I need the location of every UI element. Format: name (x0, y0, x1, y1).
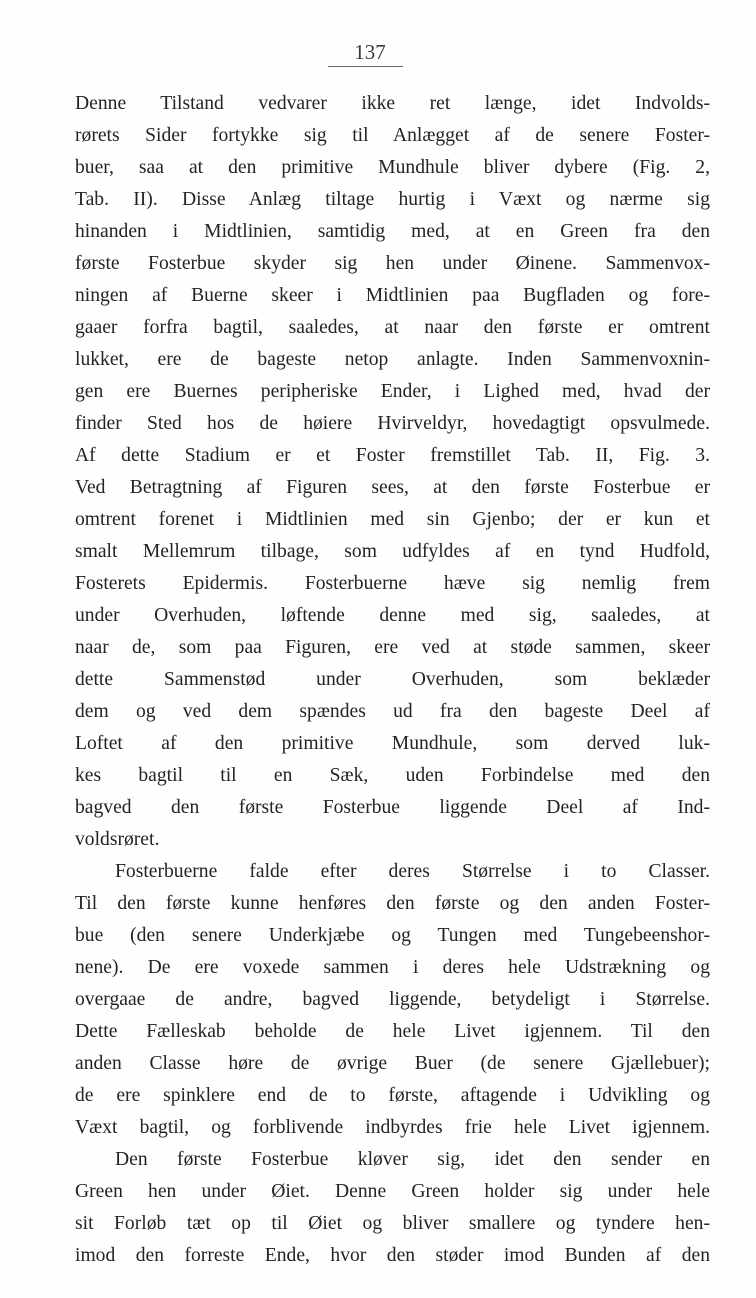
text-line: imod den forreste Ende, hvor den støder imod Bunden af den (75, 1245, 710, 1266)
text-line: anden Classe høre de øvrige Buer (de senere Gjællebuer); (75, 1053, 710, 1074)
text-line: kes bagtil til en Sæk, uden Forbindelse med den (75, 765, 710, 786)
text-line: rørets Sider fortykke sig til Anlægget af de senere Foster- (75, 125, 710, 146)
text-line: Til den første kunne henføres den første og den anden Foster- (75, 893, 710, 914)
text-line: omtrent forenet i Midtlinien med sin Gjenbo; der er kun et (75, 509, 710, 530)
text-line: smalt Mellemrum tilbage, som udfyldes af en tynd Hudfold, (75, 541, 710, 562)
page-number-underline (328, 66, 403, 67)
page-number: 137 (354, 40, 386, 64)
text-line: Tab. II). Disse Anlæg tiltage hurtig i Væxt og nærme sig (75, 189, 710, 210)
text-line: dette Sammenstød under Overhuden, som beklæder (75, 669, 710, 690)
text-line: Green hen under Øiet. Denne Green holder sig under hele (75, 1181, 710, 1202)
text-line: gen ere Buernes peripheriske Ender, i Lighed med, hvad der (75, 381, 710, 402)
text-line: nene). De ere voxede sammen i deres hele Udstrækning og (75, 957, 710, 978)
text-line: buer, saa at den primitive Mundhule bliver dybere (Fig. 2, (75, 157, 710, 178)
text-line: finder Sted hos de høiere Hvirveldyr, hovedagtigt opsvulmede. (75, 413, 710, 434)
text-line: Dette Fælleskab beholde de hele Livet igjennem. Til den (75, 1021, 710, 1042)
text-line: naar de, som paa Figuren, ere ved at støde sammen, skeer (75, 637, 710, 658)
text-line: de ere spinklere end de to første, aftagende i Udvikling og (75, 1085, 710, 1106)
text-line: første Fosterbue skyder sig hen under Øinene. Sammenvox- (75, 253, 710, 274)
text-line: lukket, ere de bageste netop anlagte. Inden Sammenvoxnin- (75, 349, 710, 370)
text-line: dem og ved dem spændes ud fra den bageste Deel af (75, 701, 710, 722)
text-line: ningen af Buerne skeer i Midtlinien paa Bugfladen og fore- (75, 285, 710, 306)
text-line: Fosterets Epidermis. Fosterbuerne hæve sig nemlig frem (75, 573, 710, 594)
text-line: Ved Betragtning af Figuren sees, at den første Fosterbue er (75, 477, 710, 498)
body-text (75, 88, 710, 1272)
text-line: gaaer forfra bagtil, saaledes, at naar den første er omtrent (75, 317, 710, 338)
text-line: overgaae de andre, bagved liggende, betydeligt i Størrelse. (75, 989, 710, 1010)
text-line: sit Forløb tæt op til Øiet og bliver smallere og tyndere hen- (75, 1213, 710, 1234)
text-line: Væxt bagtil, og forblivende indbyrdes frie hele Livet igjennem. (75, 1117, 710, 1138)
text-line: bue (den senere Underkjæbe og Tungen med Tungebeenshor- (75, 925, 710, 946)
text-line: voldsrøret. (75, 829, 160, 850)
text-line: hinanden i Midtlinien, samtidig med, at en Green fra den (75, 221, 710, 242)
text-line: under Overhuden, løftende denne med sig, saaledes, at (75, 605, 710, 626)
text-line: Denne Tilstand vedvarer ikke ret længe, idet Indvolds- (75, 93, 710, 114)
text-line: Loftet af den primitive Mundhule, som derved luk- (75, 733, 710, 754)
text-line: Fosterbuerne falde efter deres Størrelse i to Classer. (115, 861, 710, 882)
text-line: Af dette Stadium er et Foster fremstillet Tab. II, Fig. 3. (75, 445, 710, 466)
text-line: Den første Fosterbue kløver sig, idet den sender en (115, 1149, 710, 1170)
text-line: bagved den første Fosterbue liggende Deel af Ind- (75, 797, 710, 818)
